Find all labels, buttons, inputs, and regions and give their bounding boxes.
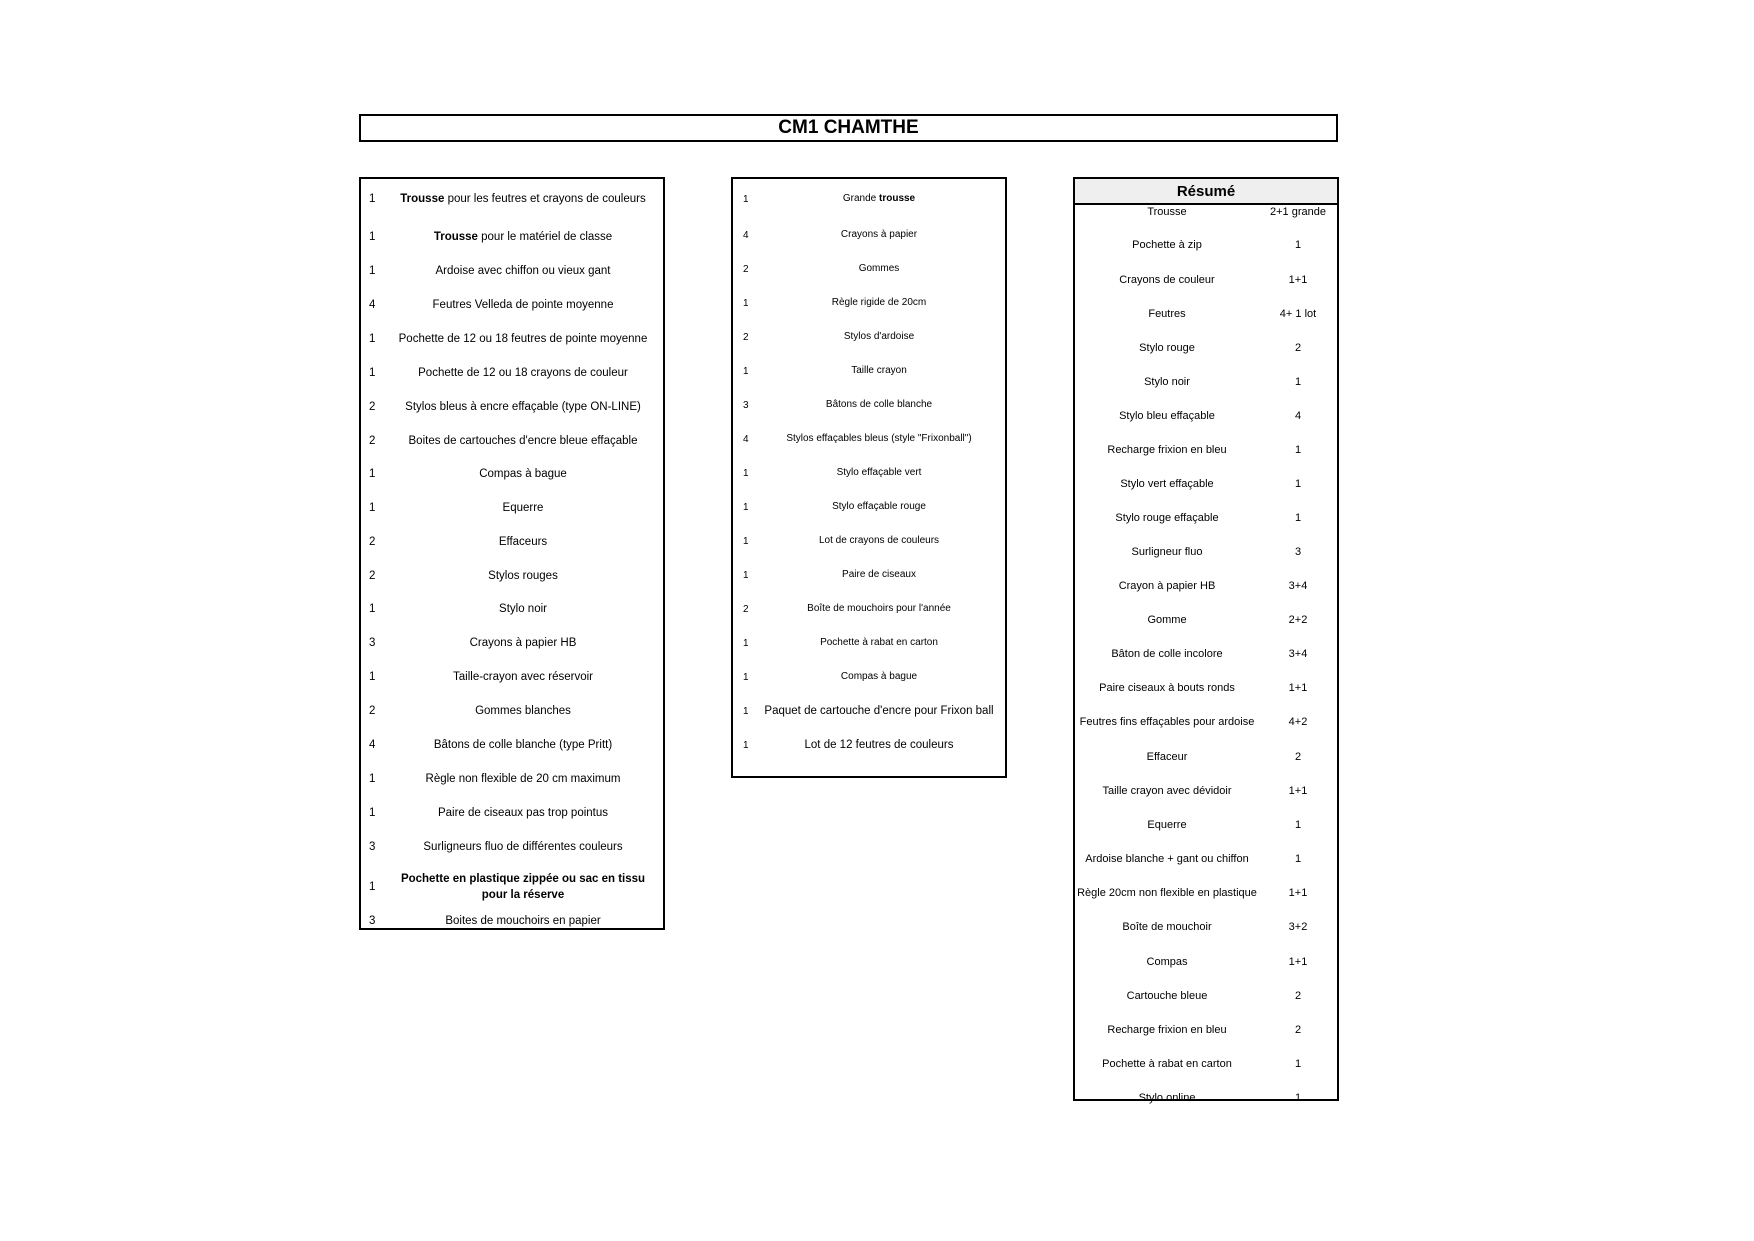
list-item	[361, 633, 663, 653]
item-label-text: pour le matériel de classe	[477, 231, 613, 243]
item-quantity: 2	[743, 331, 749, 343]
summary-item-name: Equerre	[1147, 819, 1187, 831]
item-label	[759, 431, 999, 447]
summary-item-name: Stylo noir	[1144, 376, 1190, 388]
page-title: CM1 CHAMTHE	[359, 114, 1338, 142]
item-label-text: Pochette de 12 ou 18 feutres de pointe moyenne	[398, 333, 648, 345]
summary-item-value: 4	[1294, 410, 1302, 422]
summary-item-value: 2	[1294, 342, 1302, 354]
summary-panel	[1073, 177, 1339, 1104]
item-label-text: Boites de cartouches d'encre bleue effaçable	[408, 435, 638, 447]
summary-row	[1075, 406, 1337, 426]
item-quantity: 1	[743, 705, 749, 717]
item-label-text: Paire de ciseaux pas trop pointus	[437, 807, 609, 819]
list-item	[361, 363, 663, 383]
summary-item-value: 1	[1294, 478, 1302, 490]
summary-item-name: Taille crayon avec dévidoir	[1102, 785, 1232, 797]
item-quantity: 2	[369, 705, 376, 717]
item-label-text: Effaceurs	[498, 536, 548, 548]
item-quantity: 1	[369, 193, 376, 205]
item-quantity: 2	[369, 401, 376, 413]
summary-row	[1075, 986, 1337, 1006]
item-label	[759, 329, 999, 345]
item-quantity: 4	[743, 433, 749, 445]
list-item	[733, 565, 1005, 585]
list-item	[733, 633, 1005, 653]
summary-item-name: Crayon à papier HB	[1118, 580, 1216, 592]
item-quantity: 1	[743, 535, 749, 547]
summary-item-name: Stylo bleu effaçable	[1119, 410, 1215, 422]
summary-item-value: 1+1	[1288, 785, 1308, 797]
summary-row	[1075, 508, 1337, 528]
summary-row	[1075, 1088, 1337, 1108]
item-label-text: pour les feutres et crayons de couleurs	[444, 193, 646, 205]
summary-item-name: Recharge frixion en bleu	[1107, 1024, 1227, 1036]
item-label	[387, 913, 659, 929]
item-label	[759, 635, 999, 651]
list-item	[733, 429, 1005, 449]
item-label-text: Pochette à rabat en carton	[820, 637, 938, 648]
item-label	[387, 805, 659, 821]
list-item	[361, 295, 663, 315]
list-item	[733, 225, 1005, 245]
list-item	[361, 701, 663, 721]
item-quantity: 1	[369, 671, 376, 683]
summary-item-value: 1	[1294, 512, 1302, 524]
item-label-text: Stylos bleus à encre effaçable (type ON-LINE)	[405, 401, 641, 413]
item-quantity: 2	[743, 263, 749, 275]
item-quantity: 3	[743, 399, 749, 411]
item-label	[759, 499, 999, 515]
item-label-text: Equerre	[502, 502, 544, 514]
item-label-text: Stylos d'ardoise	[843, 331, 915, 342]
summary-item-name: Règle 20cm non flexible en plastique	[1077, 887, 1257, 899]
item-label	[387, 297, 659, 313]
item-quantity: 1	[369, 333, 376, 345]
summary-item-name: Gomme	[1147, 614, 1187, 626]
summary-row	[1075, 883, 1337, 903]
item-label-text: Boîte de mouchoirs pour l'année	[807, 603, 951, 614]
item-label-text: Surligneurs fluo de différentes couleurs	[423, 841, 623, 853]
item-quantity: 1	[369, 502, 376, 514]
summary-item-value: 2	[1294, 990, 1302, 1002]
item-label	[759, 533, 999, 549]
item-label	[759, 227, 999, 243]
summary-heading: Résumé	[1075, 179, 1337, 205]
summary-item-value: 2	[1294, 1024, 1302, 1036]
item-label	[759, 465, 999, 481]
list-item	[361, 498, 663, 518]
item-quantity: 2	[369, 570, 376, 582]
item-quantity: 1	[743, 739, 749, 751]
item-label-text: Paire de ciseaux	[842, 569, 916, 580]
summary-row	[1075, 576, 1337, 596]
list-item	[361, 189, 663, 209]
list-item	[733, 531, 1005, 551]
item-quantity: 1	[743, 637, 749, 649]
summary-row	[1075, 202, 1337, 222]
summary-item-name: Trousse	[1147, 206, 1187, 218]
item-quantity: 1	[369, 468, 376, 480]
item-label-text: Crayons à papier HB	[469, 637, 577, 649]
item-label	[387, 839, 659, 855]
item-label-text: Pochette de 12 ou 18 crayons de couleur	[418, 367, 628, 379]
item-label	[387, 331, 659, 347]
summary-item-name: Pochette à zip	[1132, 239, 1202, 251]
item-quantity: 3	[369, 841, 376, 853]
summary-item-value: 1	[1294, 1058, 1302, 1070]
summary-item-name: Bâton de colle incolore	[1111, 648, 1223, 660]
summary-row	[1075, 712, 1337, 732]
summary-item-value: 1+1	[1288, 956, 1308, 968]
summary-row	[1075, 1020, 1337, 1040]
summary-row	[1075, 815, 1337, 835]
summary-item-name: Pochette à rabat en carton	[1102, 1058, 1232, 1070]
list-item	[361, 837, 663, 857]
summary-item-name: Recharge frixion en bleu	[1107, 444, 1227, 456]
item-label-text: Compas à bague	[840, 671, 918, 682]
list-item	[361, 869, 663, 905]
item-label-text: Lot de 12 feutres de couleurs	[804, 739, 954, 751]
item-label-text: Stylos effaçables bleus (style "Frixonball")	[786, 433, 972, 444]
summary-row	[1075, 747, 1337, 767]
summary-item-value: 2	[1294, 751, 1302, 763]
summary-item-name: Feutres fins effaçables pour ardoise	[1079, 716, 1255, 728]
summary-row	[1075, 849, 1337, 869]
summary-item-name: Stylo vert effaçable	[1120, 478, 1214, 490]
item-label	[387, 191, 659, 207]
summary-row	[1075, 610, 1337, 630]
item-quantity: 1	[743, 365, 749, 377]
item-quantity: 1	[743, 467, 749, 479]
list-item	[733, 327, 1005, 347]
list-item	[733, 701, 1005, 721]
list-item	[361, 329, 663, 349]
summary-item-value: 1+1	[1288, 274, 1308, 286]
item-label-bold: Pochette en plastique zippée ou sac en tissu pour la réserve	[400, 873, 646, 901]
summary-item-value: 1+1	[1288, 887, 1308, 899]
item-label-text: Grande	[842, 193, 879, 204]
item-label	[759, 261, 999, 277]
item-label-bold: trousse	[879, 193, 916, 204]
item-label-text: Boites de mouchoirs en papier	[445, 915, 601, 927]
list-item	[733, 361, 1005, 381]
summary-item-value: 1	[1294, 853, 1302, 865]
item-quantity: 1	[369, 603, 376, 615]
item-label-text: Bâtons de colle blanche (type Pritt)	[433, 739, 613, 751]
list-item	[361, 599, 663, 619]
summary-item-name: Effaceur	[1146, 751, 1188, 763]
item-label	[759, 601, 999, 617]
summary-item-value: 3+2	[1288, 921, 1308, 933]
summary-item-value: 3+4	[1288, 580, 1308, 592]
list-item	[733, 735, 1005, 755]
list-item	[361, 397, 663, 417]
item-label-text: Taille-crayon avec réservoir	[453, 671, 593, 683]
item-label	[387, 263, 659, 279]
item-label	[387, 669, 659, 685]
list-item	[361, 431, 663, 451]
item-label	[759, 567, 999, 583]
item-label	[387, 466, 659, 482]
item-label	[387, 365, 659, 381]
summary-row	[1075, 542, 1337, 562]
item-label-text: Compas à bague	[479, 468, 567, 480]
item-label	[387, 534, 659, 550]
summary-item-value: 2+2	[1288, 614, 1308, 626]
item-label	[759, 703, 999, 719]
summary-row	[1075, 235, 1337, 255]
item-label-text: Ardoise avec chiffon ou vieux gant	[435, 265, 611, 277]
summary-row	[1075, 270, 1337, 290]
item-quantity: 4	[369, 739, 376, 751]
item-label-text: Gommes blanches	[475, 705, 571, 717]
item-label	[387, 871, 659, 903]
summary-item-value: 1+1	[1288, 682, 1308, 694]
list-item	[361, 735, 663, 755]
summary-item-name: Ardoise blanche + gant ou chiffon	[1085, 853, 1249, 865]
item-label	[387, 433, 659, 449]
item-quantity: 1	[743, 569, 749, 581]
summary-item-value: 1	[1294, 239, 1302, 251]
list-item	[733, 293, 1005, 313]
list-item	[361, 261, 663, 281]
item-quantity: 1	[743, 193, 749, 205]
summary-row	[1075, 1054, 1337, 1074]
summary-item-value: 3	[1294, 546, 1302, 558]
item-label-text: Stylo effaçable rouge	[832, 501, 926, 512]
supply-list-2	[731, 177, 1007, 778]
item-label-text: Stylos rouges	[488, 570, 558, 582]
item-quantity: 4	[743, 229, 749, 241]
list-item	[733, 189, 1005, 209]
item-label-text: Règle non flexible de 20 cm maximum	[425, 773, 621, 785]
summary-row	[1075, 917, 1337, 937]
item-label	[387, 500, 659, 516]
summary-item-name: Stylo rouge effaçable	[1115, 512, 1219, 524]
item-quantity: 2	[369, 536, 376, 548]
summary-item-value: 1	[1294, 819, 1302, 831]
item-label-text: Lot de crayons de couleurs	[818, 535, 940, 546]
item-quantity: 1	[743, 297, 749, 309]
summary-item-value: 1	[1294, 376, 1302, 388]
list-item	[733, 259, 1005, 279]
item-quantity: 2	[743, 603, 749, 615]
list-item	[361, 667, 663, 687]
item-label-text: Crayons à papier	[840, 229, 918, 240]
supply-list-1	[359, 177, 665, 930]
summary-item-value: 3+4	[1288, 648, 1308, 660]
summary-item-name: Surligneur fluo	[1131, 546, 1203, 558]
item-label	[387, 635, 659, 651]
list-item	[733, 497, 1005, 517]
summary-item-value: 4+ 1 lot	[1279, 308, 1317, 320]
summary-item-name: Cartouche bleue	[1126, 990, 1208, 1002]
list-item	[361, 911, 663, 931]
item-quantity: 3	[369, 637, 376, 649]
item-quantity: 3	[369, 915, 376, 927]
list-item	[733, 395, 1005, 415]
item-quantity: 1	[369, 773, 376, 785]
list-item	[733, 463, 1005, 483]
list-item	[361, 532, 663, 552]
list-item	[361, 227, 663, 247]
item-label-text: Gommes	[858, 263, 900, 274]
item-quantity: 1	[369, 367, 376, 379]
summary-item-name: Paire ciseaux à bouts ronds	[1099, 682, 1235, 694]
summary-row	[1075, 781, 1337, 801]
item-label	[387, 703, 659, 719]
item-label	[387, 737, 659, 753]
item-label	[759, 669, 999, 685]
list-item	[361, 464, 663, 484]
list-item	[361, 803, 663, 823]
item-label	[759, 737, 999, 753]
item-label-text: Taille crayon	[851, 365, 907, 376]
item-label-text: Feutres Velleda de pointe moyenne	[432, 299, 614, 311]
summary-item-name: Boîte de mouchoir	[1122, 921, 1212, 933]
item-quantity: 1	[369, 231, 376, 243]
list-item	[361, 769, 663, 789]
item-label	[759, 363, 999, 379]
item-quantity: 1	[743, 501, 749, 513]
item-label	[387, 771, 659, 787]
item-label	[387, 229, 659, 245]
summary-row	[1075, 678, 1337, 698]
summary-item-name: Stylo rouge	[1139, 342, 1195, 354]
summary-row	[1075, 952, 1337, 972]
summary-row	[1075, 304, 1337, 324]
list-item	[733, 667, 1005, 687]
item-label-bold: Trousse	[433, 231, 478, 243]
item-quantity: 1	[743, 671, 749, 683]
item-label-text: Stylo effaçable vert	[836, 467, 922, 478]
item-label-text: Stylo noir	[499, 603, 547, 615]
item-quantity: 2	[369, 435, 376, 447]
summary-item-value: 2+1 grande	[1270, 206, 1326, 218]
list-item	[733, 599, 1005, 619]
summary-item-name: Feutres	[1148, 308, 1186, 320]
summary-row	[1075, 372, 1337, 392]
item-label	[759, 191, 999, 207]
item-label	[387, 568, 659, 584]
item-quantity: 1	[369, 807, 376, 819]
item-quantity: 1	[369, 265, 376, 277]
summary-row	[1075, 644, 1337, 664]
summary-item-value: 1	[1294, 1092, 1302, 1104]
item-quantity: 4	[369, 299, 376, 311]
item-label-text: Règle rigide de 20cm	[831, 297, 927, 308]
item-label	[387, 601, 659, 617]
list-item	[361, 566, 663, 586]
summary-item-name: Crayons de couleur	[1119, 274, 1215, 286]
item-label	[387, 399, 659, 415]
item-label-text: Bâtons de colle blanche	[825, 399, 933, 410]
item-quantity: 1	[369, 881, 376, 893]
item-label-text: Paquet de cartouche d'encre pour Frixon ball	[764, 705, 994, 717]
summary-row	[1075, 338, 1337, 358]
summary-item-value: 1	[1294, 444, 1302, 456]
item-label	[759, 295, 999, 311]
summary-row	[1075, 474, 1337, 494]
item-label	[759, 397, 999, 413]
item-label-bold: Trousse	[400, 193, 445, 205]
summary-row	[1075, 440, 1337, 460]
summary-item-name: Compas	[1146, 956, 1188, 968]
summary-item-name: Stylo online	[1138, 1092, 1196, 1104]
summary-item-value: 4+2	[1288, 716, 1308, 728]
